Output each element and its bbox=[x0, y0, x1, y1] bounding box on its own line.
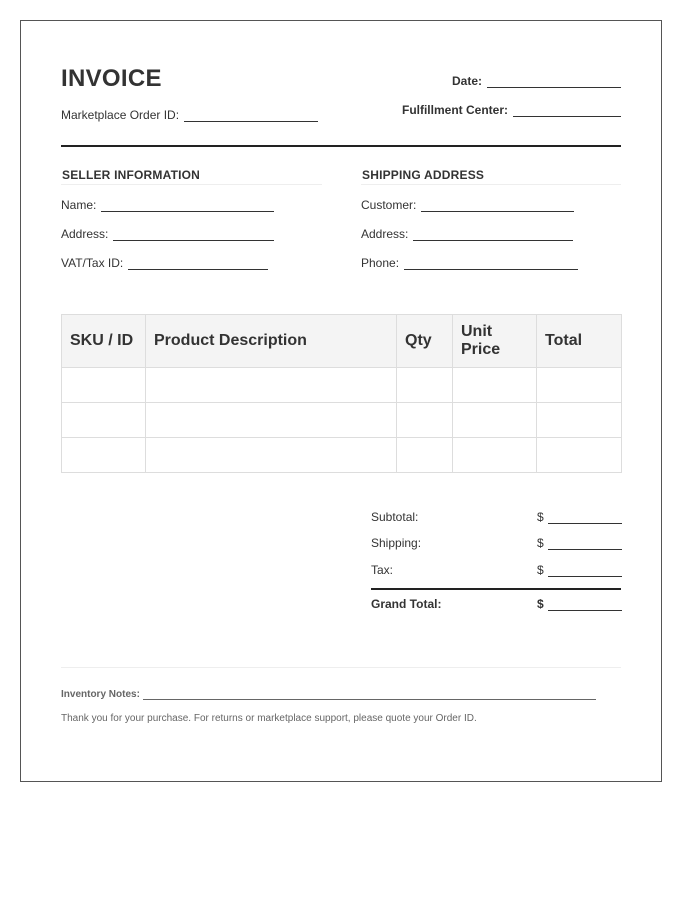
shipping-address-field[interactable] bbox=[361, 227, 573, 241]
invoice-title: INVOICE bbox=[61, 65, 162, 92]
fulfillment-blank[interactable] bbox=[513, 106, 621, 117]
grand-total-label: Grand Total: bbox=[371, 597, 442, 611]
invoice-sheet bbox=[20, 20, 662, 782]
grand-total-field[interactable] bbox=[537, 597, 622, 611]
customer-label: Customer: bbox=[361, 198, 417, 212]
shipping-heading: SHIPPING ADDRESS bbox=[362, 168, 485, 182]
currency-symbol: $ bbox=[537, 597, 544, 611]
tax-label: Tax: bbox=[371, 563, 394, 577]
table-cell[interactable] bbox=[62, 403, 146, 438]
seller-vat-field[interactable] bbox=[61, 256, 268, 270]
column-header-total: Total bbox=[537, 315, 622, 368]
seller-vat-label: VAT/Tax ID: bbox=[61, 256, 124, 270]
shipping-address-blank[interactable] bbox=[413, 230, 573, 241]
table-cell[interactable] bbox=[453, 368, 537, 403]
table-cell[interactable] bbox=[453, 403, 537, 438]
shipping-heading-rule bbox=[361, 184, 621, 185]
seller-address-field[interactable] bbox=[61, 227, 274, 241]
date-field[interactable] bbox=[452, 74, 621, 88]
shipping-cost-blank[interactable] bbox=[548, 539, 622, 550]
shipping-cost-label: Shipping: bbox=[371, 536, 422, 550]
footer-divider bbox=[61, 667, 621, 668]
seller-address-blank[interactable] bbox=[113, 230, 274, 241]
column-header-qty: Qty bbox=[397, 315, 453, 368]
seller-name-field[interactable] bbox=[61, 198, 274, 212]
shipping-address-label: Address: bbox=[361, 227, 409, 241]
seller-heading: SELLER INFORMATION bbox=[62, 168, 201, 182]
seller-name-label: Name: bbox=[61, 198, 97, 212]
seller-heading-rule bbox=[61, 184, 322, 185]
fulfillment-field[interactable] bbox=[402, 103, 621, 117]
table-cell[interactable] bbox=[146, 368, 397, 403]
order-id-field[interactable] bbox=[61, 108, 318, 122]
currency-symbol: $ bbox=[537, 563, 544, 577]
table-cell[interactable] bbox=[537, 368, 622, 403]
column-header-unit-price: Unit Price bbox=[453, 315, 537, 368]
subtotal-field[interactable] bbox=[537, 510, 622, 524]
table-cell[interactable] bbox=[537, 403, 622, 438]
subtotal-blank[interactable] bbox=[548, 513, 622, 524]
date-label: Date: bbox=[451, 74, 482, 88]
inventory-notes-blank[interactable] bbox=[143, 691, 596, 700]
inventory-notes-label: Inventory Notes: bbox=[61, 689, 140, 700]
table-row bbox=[62, 403, 622, 438]
header-divider bbox=[61, 145, 621, 147]
shipping-cost-field[interactable] bbox=[537, 536, 622, 550]
table-cell[interactable] bbox=[397, 403, 453, 438]
order-id-label: Marketplace Order ID: bbox=[61, 108, 180, 122]
tax-field[interactable] bbox=[537, 563, 622, 577]
customer-blank[interactable] bbox=[421, 201, 574, 212]
table-cell[interactable] bbox=[146, 438, 397, 473]
phone-field[interactable] bbox=[361, 256, 578, 270]
customer-field[interactable] bbox=[361, 198, 574, 212]
table-cell[interactable] bbox=[397, 438, 453, 473]
table-row bbox=[62, 368, 622, 403]
column-header-sku: SKU / ID bbox=[62, 315, 146, 368]
currency-symbol: $ bbox=[537, 536, 544, 550]
order-id-blank[interactable] bbox=[184, 111, 318, 122]
table-header-row bbox=[62, 315, 622, 368]
fulfillment-label: Fulfillment Center: bbox=[401, 103, 508, 117]
phone-label: Phone: bbox=[361, 256, 400, 270]
seller-address-label: Address: bbox=[61, 227, 109, 241]
totals-divider bbox=[371, 588, 621, 590]
seller-vat-blank[interactable] bbox=[128, 259, 268, 270]
table-cell[interactable] bbox=[146, 403, 397, 438]
table-cell[interactable] bbox=[453, 438, 537, 473]
currency-symbol: $ bbox=[537, 510, 544, 524]
date-blank[interactable] bbox=[487, 77, 621, 88]
subtotal-label: Subtotal: bbox=[371, 510, 419, 524]
inventory-notes-field[interactable] bbox=[61, 689, 596, 700]
column-header-description: Product Description bbox=[146, 315, 397, 368]
table-cell[interactable] bbox=[62, 438, 146, 473]
line-items-table bbox=[61, 314, 622, 473]
table-cell[interactable] bbox=[62, 368, 146, 403]
table-cell[interactable] bbox=[537, 438, 622, 473]
tax-blank[interactable] bbox=[548, 566, 622, 577]
table-row bbox=[62, 438, 622, 473]
phone-blank[interactable] bbox=[404, 259, 578, 270]
grand-total-blank[interactable] bbox=[548, 600, 622, 611]
seller-name-blank[interactable] bbox=[101, 201, 274, 212]
table-cell[interactable] bbox=[397, 368, 453, 403]
thank-you-note: Thank you for your purchase. For returns or marketplace support, please quote your Order ID. bbox=[61, 713, 477, 724]
